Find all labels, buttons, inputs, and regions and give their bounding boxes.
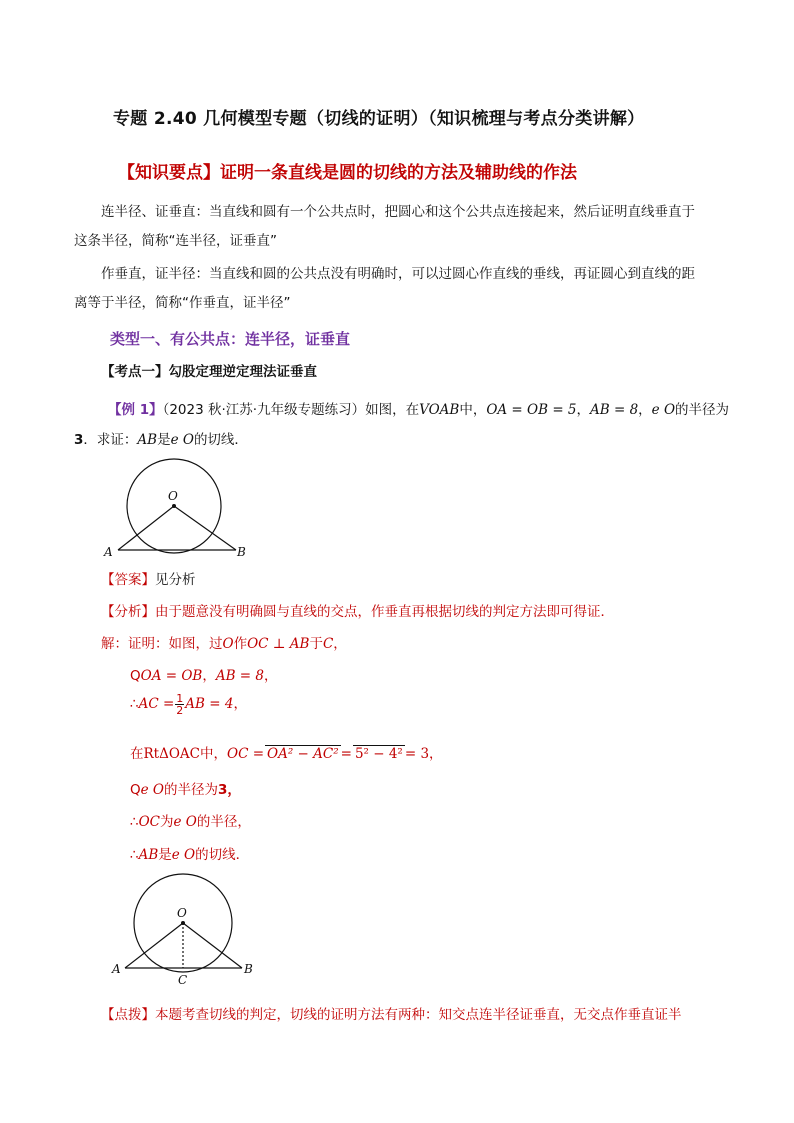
separator: ， bbox=[576, 402, 591, 418]
note-tag: 【点拨】 bbox=[101, 1007, 155, 1023]
example-one-line-2 bbox=[74, 428, 248, 448]
page-title: 专题 2.40 几何模型专题（切线的证明）（知识梳理与考点分类讲解） bbox=[113, 109, 645, 129]
sqrt-five-four: 5² − 4² bbox=[354, 746, 403, 762]
solution-text: 作 bbox=[233, 636, 248, 652]
because-symbol: Q bbox=[130, 782, 141, 798]
center-point bbox=[172, 504, 176, 508]
solution-text: 是 bbox=[158, 847, 172, 863]
equation-oc: OC = bbox=[227, 746, 264, 762]
solution-text: 的切线． bbox=[195, 847, 250, 863]
solution-line-4 bbox=[130, 742, 443, 762]
solution-text: 于 bbox=[309, 636, 323, 652]
example-text: 是 bbox=[157, 432, 171, 448]
solution-text: ， bbox=[333, 636, 347, 652]
solution-line-1 bbox=[101, 632, 347, 652]
example-tag: 【例 1】 bbox=[108, 402, 163, 418]
segment-oc: OC bbox=[138, 814, 160, 830]
solution-line-3 bbox=[130, 692, 247, 716]
therefore-symbol: ∴ bbox=[130, 814, 139, 830]
circle-symbol: e O bbox=[173, 814, 197, 830]
circle-symbol: e O bbox=[651, 402, 676, 418]
equals-sign: = bbox=[340, 746, 352, 762]
segment-oa bbox=[125, 923, 183, 968]
example-source: （2023 秋·江苏·九年级专题练习）如图，在 bbox=[162, 402, 420, 418]
knowledge-paragraph-1-line-2: 这条半径，简称“连半径，证垂直” bbox=[74, 233, 277, 249]
equation-ab: AB = 8 bbox=[590, 402, 639, 418]
equation-oa-ob: OA = OB = 5 bbox=[486, 402, 577, 418]
separator: ， bbox=[264, 668, 278, 684]
right-triangle-oac: RtΔOAC bbox=[143, 746, 200, 762]
sqrt-oa-ac: OA² − AC² bbox=[267, 746, 339, 762]
figure-one-diagram bbox=[98, 458, 268, 566]
point-o: O bbox=[222, 636, 234, 652]
solution-text: 解：证明：如图，过 bbox=[101, 636, 223, 652]
solution-text: 中， bbox=[200, 746, 227, 762]
label-c: C bbox=[178, 973, 188, 987]
solution-text: 的半径， bbox=[196, 814, 251, 830]
segment-ob bbox=[174, 506, 236, 550]
analysis-line bbox=[101, 600, 614, 620]
example-text: ．求证： bbox=[83, 432, 138, 448]
knowledge-paragraph-2-line-1: 作垂直，证半径：当直线和圆的公共点没有明确时，可以过圆心作直线的垂线，再证圆心到直线的距 bbox=[101, 266, 695, 282]
knowledge-paragraph-2-line-2: 离等于半径，简称“作垂直，证半径” bbox=[74, 295, 291, 311]
equation-ab-four: AB = 4 bbox=[185, 696, 234, 712]
answer-tag: 【答案】 bbox=[101, 572, 155, 588]
example-text: 的半径为 bbox=[675, 402, 730, 418]
radius-value: 3 bbox=[74, 432, 84, 448]
circle-symbol: e O bbox=[170, 432, 194, 448]
solution-line-7 bbox=[130, 843, 249, 863]
example-text: 的切线． bbox=[193, 432, 248, 448]
analysis-tag: 【分析】 bbox=[101, 604, 155, 620]
therefore-symbol: ∴ bbox=[130, 847, 139, 863]
kaodian-one-heading: 【考点一】勾股定理逆定理法证垂直 bbox=[101, 364, 317, 380]
center-point bbox=[181, 921, 185, 925]
figure-two-diagram bbox=[105, 872, 270, 992]
label-b: B bbox=[237, 545, 246, 559]
note-text: 本题考查切线的判定，切线的证明方法有两种：知交点连半径证垂直，无交点作垂直证半 bbox=[155, 1007, 682, 1023]
knowledge-paragraph-1-line-1: 连半径、证垂直：当直线和圆有一个公共点时，把圆心和这个公共点连接起来，然后证明直线垂直于 bbox=[101, 204, 695, 220]
label-a: A bbox=[112, 962, 121, 976]
example-text: 中， bbox=[459, 402, 487, 418]
note-line bbox=[101, 1003, 682, 1023]
solution-text: 的半径为 bbox=[164, 782, 218, 798]
separator: ， bbox=[638, 402, 652, 418]
point-c: C bbox=[322, 636, 334, 652]
solution-line-5 bbox=[130, 778, 241, 798]
circle-symbol: e O bbox=[171, 847, 196, 863]
fraction-denominator: 2 bbox=[176, 703, 184, 717]
segment-ob bbox=[183, 923, 242, 968]
label-o: O bbox=[177, 906, 187, 920]
answer-text: 见分析 bbox=[155, 572, 196, 588]
perpendicular-oc-ab: OC ⊥ AB bbox=[247, 636, 310, 652]
label-b: B bbox=[244, 962, 253, 976]
equation-result: = 3 bbox=[404, 746, 430, 762]
analysis-text: 由于题意没有明确圆与直线的交点，作垂直再根据切线的判定方法即可得证． bbox=[155, 604, 614, 620]
example-one-line-1 bbox=[108, 398, 729, 418]
radius-value: 3， bbox=[218, 782, 241, 798]
segment-ab: AB bbox=[138, 847, 159, 863]
because-symbol: Q bbox=[130, 668, 141, 684]
answer-line bbox=[101, 568, 196, 588]
label-a: A bbox=[104, 545, 113, 559]
solution-line-2 bbox=[130, 664, 278, 684]
knowledge-heading: 【知识要点】证明一条直线是圆的切线的方法及辅助线的作法 bbox=[118, 163, 577, 183]
type-one-heading: 类型一、有公共点：连半径，证垂直 bbox=[110, 330, 351, 348]
equation-oa-ob: OA = OB bbox=[140, 668, 203, 684]
fraction-numerator: 1 bbox=[176, 691, 184, 705]
solution-line-6 bbox=[130, 810, 251, 830]
triangle-symbol: VOAB bbox=[419, 402, 460, 418]
equation-ab: AB = 8 bbox=[215, 668, 264, 684]
label-o: O bbox=[168, 489, 178, 503]
fraction-one-half bbox=[175, 693, 184, 716]
solution-text: 为 bbox=[160, 814, 174, 830]
circle-symbol: e O bbox=[140, 782, 164, 798]
separator: ， bbox=[233, 696, 247, 712]
solution-text: 在 bbox=[130, 746, 144, 762]
separator: ， bbox=[429, 746, 443, 762]
separator: ， bbox=[202, 668, 216, 684]
equation-ac: AC = bbox=[138, 696, 175, 712]
therefore-symbol: ∴ bbox=[130, 696, 139, 712]
segment-ab: AB bbox=[137, 432, 158, 448]
